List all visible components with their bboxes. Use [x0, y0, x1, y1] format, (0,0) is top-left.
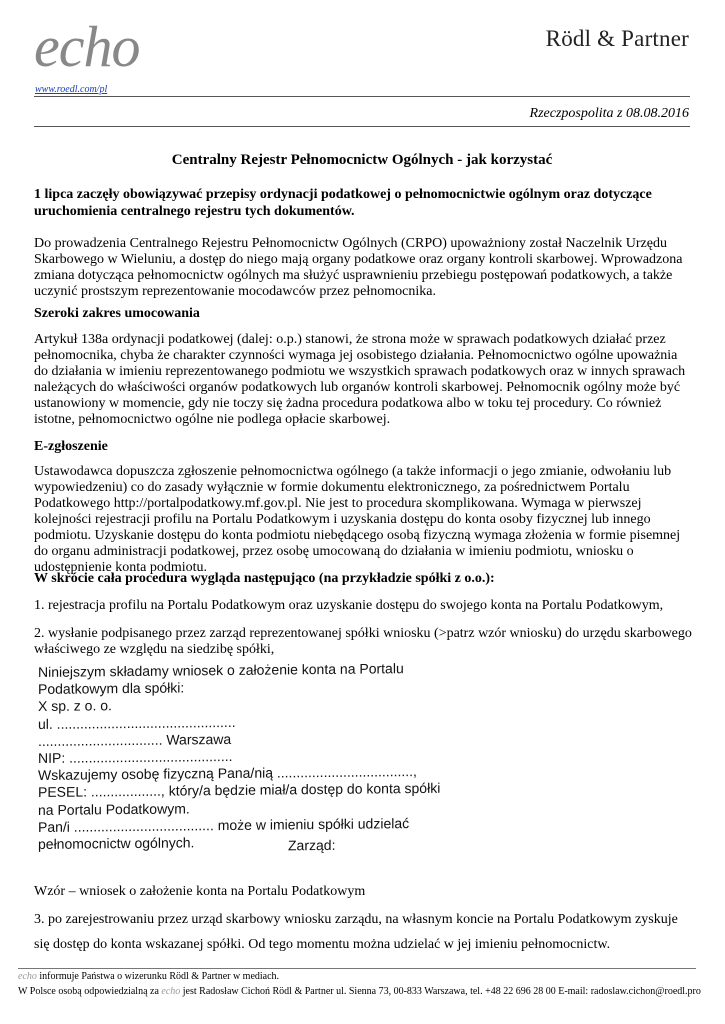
article-lead: 1 lipca zaczęły obowiązywać przepisy ordynacji podatkowej o pełnomocnictwie ogólnym oraz dotyczące uruchomienia centralnego rejestru tych dokumentów.: [34, 187, 652, 219]
form-line: ul. ..............................................: [38, 713, 236, 732]
footer-line-1: [18, 971, 279, 982]
website-link[interactable]: www.roedl.com/pl: [35, 84, 108, 95]
form-line: NIP: ..........................................: [38, 747, 233, 767]
form-line: X sp. z o. o.: [38, 697, 112, 715]
footer-contact: jest Radosław Cichoń Rödl & Partner ul. Sienna 73, 00-833 Warszawa, tel. +48 22 696 28 00 E-mail: radoslaw.cichon@roedl.pro: [180, 986, 701, 997]
echo-logo: echo: [34, 14, 140, 79]
form-line: pełnomocnictw ogólnych.: [38, 834, 195, 853]
footer-text: W Polsce osobą odpowiedzialną za: [18, 986, 162, 997]
paragraph-art138a: Artykuł 138a ordynacji podatkowej (dalej: o.p.) stanowi, że strona może w sprawach podatkowych działać przez pełnomocnika, chyba że charakter czynności wymaga jej osobistego działania. Pełnomocnictwo ogólne upoważnia do działania w imieniu reprezentowanego podmiotu we wszystkich sprawach podatkowych oraz w innych sprawach należących do właściwości organów podatkowych lub organów kontroli skarbowej. Pełnomocnik ogólny może być ustanowiony w momencie, gdy nie toczy się żadna procedura podatkowa albo w toku tej procedury. Co również istotne, pełnomocnictwo ogólne nie podlega opłacie skarbowej.: [34, 332, 686, 427]
footer-divider: [18, 968, 696, 969]
step-1: 1. rejestracja profilu na Portalu Podatkowym oraz uzyskanie dostępu do swojego konta na Portalu Podatkowym,: [34, 598, 664, 613]
form-caption: Wzór – wniosek o założenie konta na Portalu Podatkowym: [34, 884, 366, 899]
footer-line-2: [18, 986, 701, 997]
source-publication: Rzeczpospolita z 08.08.2016: [529, 106, 689, 121]
step-2: 2. wysłanie podpisanego przez zarząd reprezentowanej spółki wniosku (>patrz wzór wniosku) do urzędu skarbowego właściwego ze względu na siedzibę spółki,: [34, 626, 692, 657]
footer-text: informuje Państwa o wizerunku Rödl & Partner w mediach.: [36, 971, 280, 982]
application-form-image: [38, 660, 441, 870]
form-signature-label: Zarząd:: [288, 836, 336, 854]
header-divider-bottom: [34, 126, 690, 127]
paragraph-ezgloszenie: Ustawodawca dopuszcza zgłoszenie pełnomocnictwa ogólnego (a także informacji o jego zmianie, odwołaniu lub wypowiedzeniu) co do zasady wyłącznie w formie dokumentu elektronicznego, za pośrednictwem Portalu Podatkowego http://portalpodatkowy.mf.gov.pl. Nie jest to procedura skomplikowana. Wymaga w pierwszej kolejności rejestracji profilu na Portalu Podatkowym i uzyskania dostępu do konta osoby fizycznej lub innego podmiotu. Uzyskanie dostępu do konta podmiotu niebędącego osobą fizyczną wymaga złożenia w formie pisemnej do organu administracji podatkowej, przez osobę umocowaną do działania w imieniu podmiotu, wniosku o udostępnienie konta podmiotu.: [34, 464, 681, 575]
section-heading-ezgloszenie: E-zgłoszenie: [34, 439, 108, 454]
echo-mini-logo: echo: [161, 986, 181, 997]
form-line: na Portalu Podatkowym.: [38, 800, 190, 818]
form-line: Niniejszym składamy wniosek o założenie konta na Portalu: [38, 660, 404, 680]
roedl-partner-logo: Rödl & Partner: [545, 26, 689, 51]
form-line: Wskazujemy osobę fizyczną Pana/nią ...................................,: [38, 763, 417, 784]
echo-mini-logo: echo: [18, 971, 37, 982]
section-heading-procedura: W skrócie cała procedura wygląda następująco (na przykładzie spółki z o.o.):: [34, 571, 495, 586]
paragraph-crpo: Do prowadzenia Centralnego Rejestru Pełnomocnictw Ogólnych (CRPO) upoważniony został Naczelnik Urzędu Skarbowego w Wieluniu, a dostęp do niego mają organy podatkowe oraz organy kontroli skarbowej. Wprowadzona zmiana dotycząca pełnomocnictw ogólnych ma służyć usprawnieniu przebiegu postępowań podatkowych, a także uczynić prostszym reprezentowanie mocodawców przez pełnomocnika.: [34, 236, 683, 299]
form-line: PESEL: .................., który/a będzie miał/a dostęp do konta spółki: [38, 780, 441, 801]
form-line: Podatkowym dla spółki:: [38, 679, 185, 698]
form-line: ................................ Warszawa: [38, 730, 232, 749]
section-heading-zakres: Szeroki zakres umocowania: [34, 306, 200, 321]
step-3: 3. po zarejestrowaniu przez urząd skarbowy wniosku zarządu, na własnym koncie na Portalu Podatkowym zyskuje się dostęp do konta wskazanej spółki. Od tego momentu można udzielać w jej imieniu pełnomocnictw.: [34, 912, 678, 952]
header-divider: [34, 96, 690, 97]
article-title: Centralny Rejestr Pełnomocnictw Ogólnych - jak korzystać: [171, 152, 553, 168]
form-line: Pan/i .................................... może w imieniu spółki udzielać: [38, 814, 410, 835]
